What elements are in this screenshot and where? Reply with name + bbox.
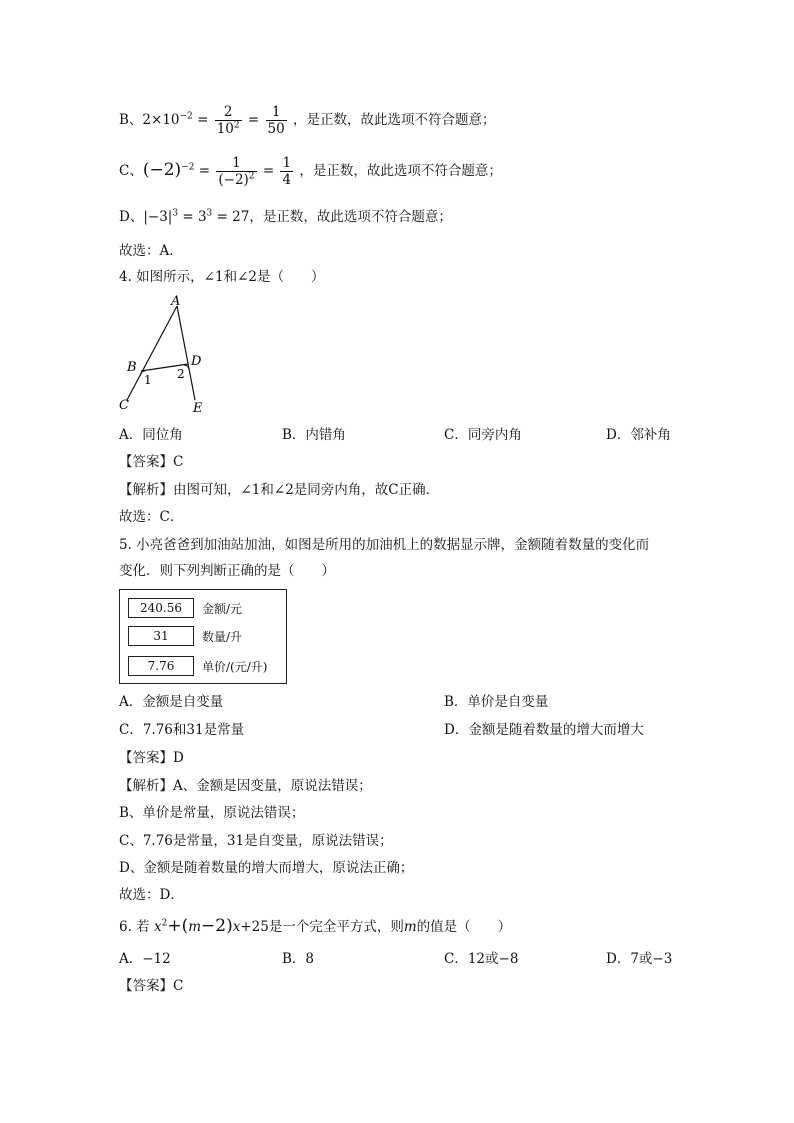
q5-answer: 【答案】D (119, 750, 184, 766)
q4-option-a: A．同位角 (119, 427, 183, 443)
q6-answer: 【答案】C (119, 978, 184, 994)
q5-option-c: C．7.76和31是常量 (119, 722, 245, 738)
q5-conclusion: 故选：D． (119, 887, 184, 903)
label-e: E (193, 401, 203, 416)
fraction-numerator: 1 (271, 104, 281, 120)
q6-mid2: −2) (201, 916, 233, 936)
fraction-numerator: 2 (223, 104, 233, 120)
q4-triangle-figure (115, 292, 215, 417)
q3-b-tail: ，是正数，故此选项不符合题意； (293, 112, 496, 128)
fraction (266, 104, 287, 137)
fraction (280, 155, 293, 188)
q4-analysis: 【解析】由图可知，∠1和∠2是同旁内角，故C正确． (119, 482, 440, 498)
q6-stem (119, 916, 511, 937)
q5-analysis-line1: 【解析】A、金额是因变量，原说法错误； (119, 778, 372, 794)
fraction-denominator: 50 (267, 121, 285, 137)
var-x: x (153, 919, 162, 935)
pump-amount-label: 金额/元 (202, 601, 243, 616)
equals-sign: = (198, 163, 211, 179)
q3-b-exp: −2 (179, 111, 193, 122)
q3-d-tail: ，是正数，故此选项不符合题意； (249, 209, 452, 225)
q4-option-d: D．邻补角 (606, 427, 671, 443)
pump-quantity-value: 31 (128, 626, 194, 646)
q5-option-b: B．单价是自变量 (444, 694, 549, 710)
q3-option-d-line (119, 207, 452, 227)
pump-price-value: 7.76 (128, 656, 194, 676)
line-ae (177, 306, 195, 400)
rest: = 27 (212, 209, 250, 225)
fraction (216, 155, 256, 188)
var-m: m (188, 919, 202, 935)
q5-stem-line1: 5. 小亮爸爸到加油站加油，如图是所用的加油机上的数据显示牌，金额随着数量的变化而 (119, 537, 650, 553)
q5-option-a: A．金额是自变量 (119, 694, 224, 710)
q3-c-tail: ，是正数，故此选项不符合题意； (299, 163, 502, 179)
fraction-denominator (215, 120, 242, 137)
exp: 2 (161, 918, 168, 929)
q3-option-b-line (119, 104, 496, 137)
fuel-pump-display (119, 589, 287, 684)
var-m: m (403, 919, 417, 935)
exp: 3 (206, 208, 213, 219)
exp: 3 (172, 208, 179, 219)
q6-option-a: A．−12 (119, 951, 171, 967)
pump-row-amount (128, 597, 242, 619)
label-a: A (171, 294, 181, 309)
label-d: D (191, 354, 202, 369)
pump-row-quantity (128, 625, 242, 647)
q6-option-b: B．8 (282, 951, 315, 967)
q5-stem-line2: 变化．则下列判断正确的是（ ） (119, 563, 335, 579)
den-exp: 2 (248, 171, 255, 182)
label-1: 1 (144, 373, 152, 387)
q6-tail: +25是一个完全平方式，则 (240, 919, 404, 935)
pump-quantity-label: 数量/升 (202, 629, 243, 644)
equals-sign: = (247, 112, 260, 128)
q5-analysis-line2: B、单价是常量，原说法错误； (119, 805, 305, 821)
q3-c-prefix: C、 (119, 163, 143, 179)
q3-b-prefix: B、2×10 (119, 112, 180, 128)
var-x: x (232, 919, 241, 935)
pump-row-price (128, 655, 267, 677)
label-b: B (127, 360, 137, 375)
den-base: 10 (216, 121, 234, 137)
den-exp: 2 (233, 120, 240, 131)
q4-answer: 【答案】C (119, 454, 184, 470)
label-2: 2 (177, 367, 185, 381)
fraction-denominator (216, 171, 256, 188)
fraction (215, 104, 242, 137)
q5-analysis-line3: C、7.76是常量，31是自变量，原说法错误； (119, 833, 393, 849)
q4-conclusion: 故选：C． (119, 509, 184, 525)
q3-c-exp: −2 (181, 162, 195, 173)
q3-c-base: (−2) (142, 160, 182, 180)
pump-amount-value: 240.56 (128, 598, 194, 618)
q5-analysis-line4: D、金额是随着数量的增大而增大，原说法正确； (119, 860, 414, 876)
den-base: (−2) (218, 172, 249, 188)
mid: = 3 (178, 209, 207, 225)
q3-conclusion: 故选：A． (119, 243, 183, 259)
q3-option-c-line (119, 155, 502, 188)
fraction-numerator: 1 (282, 155, 292, 171)
equals-sign: = (262, 163, 275, 179)
q6-end: 的值是（ ） (416, 919, 512, 935)
line-ac (127, 306, 177, 400)
q6-stem-pre: 6. 若 (119, 919, 154, 935)
q4-option-c: C．同旁内角 (444, 427, 522, 443)
fraction-numerator: 1 (232, 155, 241, 171)
q4-stem: 4. 如图所示，∠1和∠2是（ ） (119, 269, 325, 285)
fraction-denominator: 4 (282, 172, 292, 188)
q5-option-d: D．金额是随着数量的增大而增大 (444, 722, 644, 738)
q4-option-b: B．内错角 (282, 427, 346, 443)
q6-mid: +( (167, 916, 189, 936)
label-c: C (119, 398, 129, 413)
pump-price-label: 单价/(元/升) (202, 659, 268, 674)
q3-d-prefix: D、 (119, 209, 144, 225)
q6-option-d: D．7或−3 (606, 951, 673, 967)
q6-option-c: C．12或−8 (444, 951, 519, 967)
abs-value: |−3| (143, 209, 173, 225)
equals-sign: = (197, 112, 209, 128)
